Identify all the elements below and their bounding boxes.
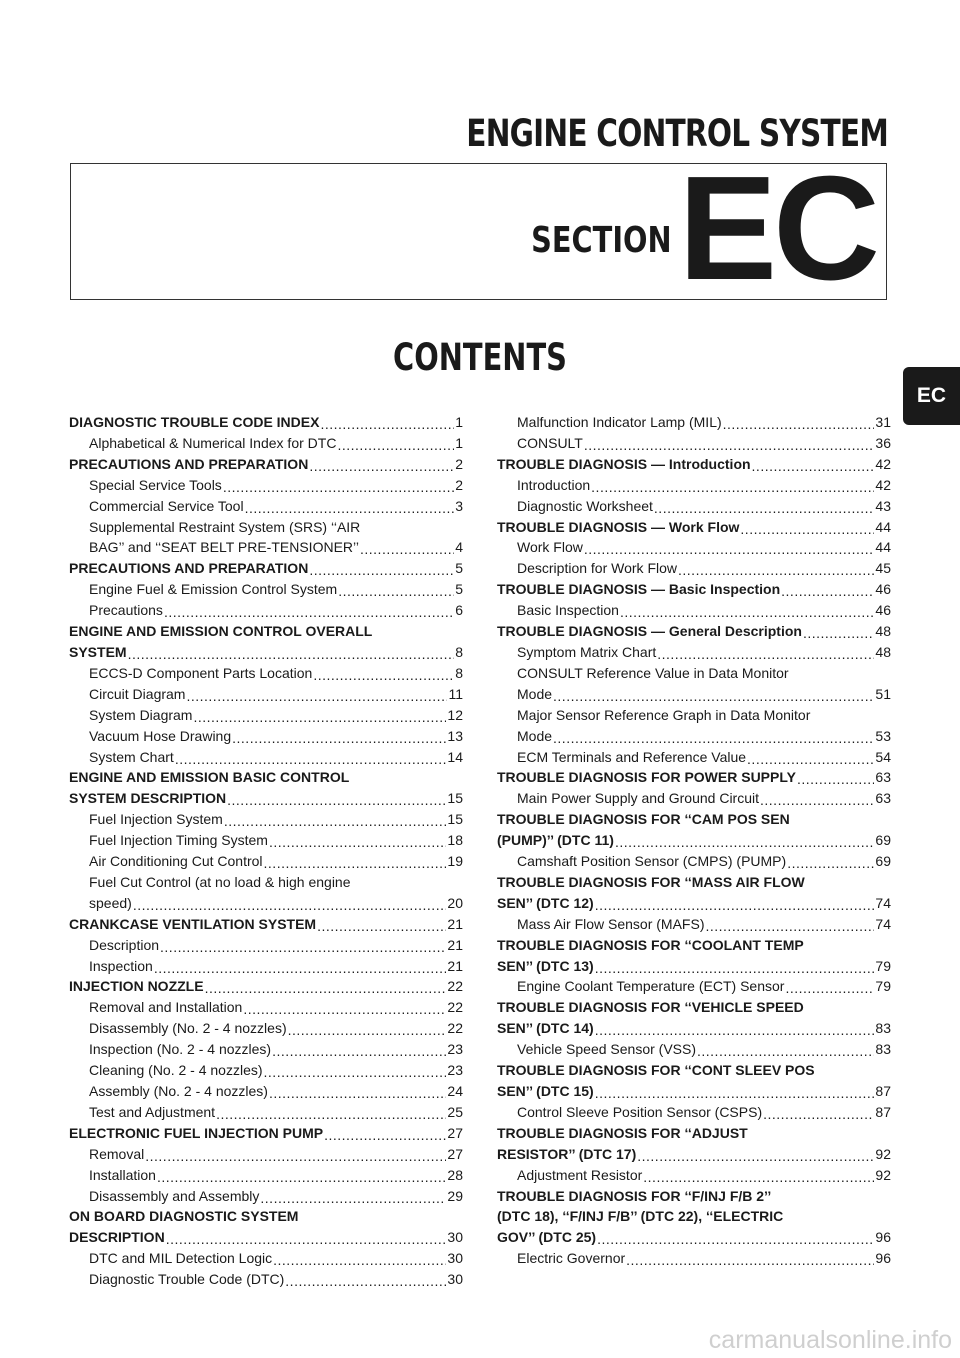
dot-leader [785, 983, 874, 997]
toc-entry-label: Installation [89, 1166, 156, 1183]
toc-entry-label: ECM Terminals and Reference Value [517, 748, 747, 765]
toc-subsection-entry[interactable] [497, 747, 891, 768]
toc-subsection-entry[interactable] [497, 600, 891, 621]
dot-leader [643, 1172, 874, 1186]
toc-entry-label: BAG’’ and ‘‘SEAT BELT PRE-TENSIONER’’ [89, 539, 359, 556]
section-box [70, 146, 887, 311]
toc-entry-label: SEN’’ (DTC 13) [497, 957, 594, 974]
dot-leader [763, 1109, 874, 1123]
toc-subsection-entry[interactable] [69, 684, 463, 705]
toc-entry-label: Removal [89, 1145, 145, 1162]
toc-subsection-entry[interactable] [69, 997, 463, 1018]
dot-leader [595, 1025, 875, 1039]
toc-page-number: 22 [447, 999, 463, 1016]
toc-page-number: 25 [447, 1103, 463, 1120]
dot-leader [553, 691, 874, 705]
dot-leader [595, 1088, 875, 1102]
toc-left-column [69, 412, 463, 1290]
toc-subsection-entry[interactable] [69, 935, 463, 956]
toc-entry-heading-line: ON BOARD DIAGNOSTIC SYSTEM [69, 1208, 299, 1225]
toc-page-number: 2 [455, 455, 463, 472]
dot-leader [803, 628, 874, 642]
toc-section-entry[interactable] [69, 558, 463, 579]
dot-leader [273, 1255, 446, 1269]
toc-page-number: 46 [875, 581, 891, 598]
dot-leader [309, 565, 454, 579]
toc-subsection-entry[interactable] [69, 537, 463, 558]
toc-entry-label: TROUBLE DIAGNOSIS — Basic Inspection [497, 581, 781, 598]
toc-page-number: 15 [447, 790, 463, 807]
toc-entry-label: Engine Fuel & Emission Control System [89, 581, 338, 598]
toc-page-number: 18 [447, 832, 463, 849]
toc-section-entry[interactable] [497, 1144, 891, 1165]
toc-entry-label: Vehicle Speed Sensor (VSS) [517, 1041, 696, 1058]
dot-leader [747, 753, 874, 767]
dot-leader [740, 523, 874, 537]
toc-section-entry[interactable] [497, 830, 891, 851]
section-code: EC [678, 146, 876, 311]
dot-leader [232, 733, 446, 747]
toc-subsection-entry[interactable] [69, 475, 463, 496]
toc-entry-label: Fuel Injection System [89, 811, 223, 828]
toc-section-entry[interactable] [497, 1227, 891, 1248]
toc-subsection-entry[interactable] [69, 663, 463, 684]
dot-leader [243, 1004, 446, 1018]
toc-entry-label: speed) [89, 894, 132, 911]
toc-section-entry[interactable] [69, 788, 463, 809]
toc-page-number: 29 [447, 1187, 463, 1204]
dot-leader [338, 586, 454, 600]
dot-leader [128, 649, 455, 663]
toc-section-entry[interactable] [497, 767, 891, 788]
toc-section-entry[interactable] [69, 412, 463, 433]
toc-section-entry[interactable] [497, 893, 891, 914]
toc-entry-label: Disassembly and Assembly [89, 1187, 260, 1204]
dot-leader [595, 962, 875, 976]
toc-subsection-entry[interactable] [69, 1018, 463, 1039]
toc-subsection-entry[interactable] [69, 433, 463, 454]
toc-page-number: 23 [447, 1062, 463, 1079]
dot-leader [320, 419, 454, 433]
toc-entry-label: GOV’’ (DTC 25) [497, 1229, 597, 1246]
toc-subsection-entry[interactable] [497, 475, 891, 496]
dot-leader [216, 1109, 446, 1123]
toc-subsection-entry[interactable] [69, 830, 463, 851]
toc-entry-label: TROUBLE DIAGNOSIS — General Description [497, 623, 802, 640]
toc-entry-label: RESISTOR’’ (DTC 17) [497, 1145, 637, 1162]
toc-entry-label: INJECTION NOZZLE [69, 978, 204, 995]
toc-section-entry[interactable] [69, 1227, 463, 1248]
toc-entry-heading-line: TROUBLE DIAGNOSIS FOR ‘‘CAM POS SEN [497, 811, 790, 828]
toc-page-number: 6 [455, 602, 463, 619]
dot-leader [654, 503, 875, 517]
dot-leader [615, 837, 874, 851]
toc-entry-label: ECCS-D Component Parts Location [89, 664, 313, 681]
toc-entry-label: Engine Coolant Temperature (ECT) Sensor [517, 978, 785, 995]
toc-page-number: 36 [875, 434, 891, 451]
toc-page-number: 30 [447, 1229, 463, 1246]
dot-leader [584, 440, 875, 454]
toc-page-number: 30 [447, 1271, 463, 1288]
toc-subsection-entry[interactable] [69, 579, 463, 600]
dot-leader [309, 461, 454, 475]
toc-page-number: 5 [455, 581, 463, 598]
toc-page-number: 23 [447, 1041, 463, 1058]
toc-page-number: 87 [875, 1083, 891, 1099]
toc-page-number: 83 [875, 1041, 891, 1058]
toc-entry-heading-line: TROUBLE DIAGNOSIS FOR ‘‘CONT SLEEV POS [497, 1062, 815, 1079]
dot-leader [657, 649, 874, 663]
toc-page-number: 13 [447, 727, 463, 744]
toc-page-number: 21 [447, 915, 463, 932]
toc-entry-label: Introduction [517, 476, 591, 493]
toc-page-number: 45 [875, 560, 891, 577]
toc-entry-heading-line: Major Sensor Reference Graph in Data Monitor [517, 706, 811, 723]
dot-leader [620, 607, 874, 621]
toc-page-number: 42 [875, 455, 891, 472]
toc-entry-label: Description for Work Flow [517, 560, 678, 577]
dot-leader [787, 858, 874, 872]
dot-leader [269, 1088, 446, 1102]
toc-entry-label: System Chart [89, 748, 174, 765]
toc-entry-label: Mass Air Flow Sensor (MAFS) [517, 915, 705, 932]
toc-entry-heading-line: ENGINE AND EMISSION CONTROL OVERALL [69, 623, 373, 640]
toc-page-number: 1 [455, 414, 463, 430]
toc-page-number: 87 [875, 1103, 891, 1120]
dot-leader [175, 753, 447, 767]
dot-leader [705, 921, 874, 935]
toc-subsection-entry[interactable] [497, 726, 891, 747]
toc-page-number: 22 [447, 978, 463, 995]
toc-page-number: 92 [875, 1145, 891, 1162]
toc-subsection-entry[interactable] [69, 956, 463, 977]
watermark: carmanualsonline.info [708, 1326, 952, 1354]
toc-page-number: 3 [455, 497, 463, 514]
document-title: ENGINE CONTROL SYSTEM [466, 112, 888, 155]
toc-subsection-entry[interactable] [497, 976, 891, 997]
toc-page-number: 43 [875, 497, 891, 514]
toc-page-number: 5 [455, 560, 463, 577]
toc-page-number: 30 [447, 1250, 463, 1267]
dot-leader [324, 1130, 446, 1144]
toc-entry-label: Basic Inspection [517, 602, 619, 619]
dot-leader [145, 1151, 446, 1165]
toc-subsection-entry[interactable] [69, 726, 463, 747]
toc-subsection-entry[interactable] [497, 1165, 891, 1186]
dot-leader [591, 482, 874, 496]
toc-subsection-entry[interactable] [497, 496, 891, 517]
toc-section-entry[interactable] [497, 454, 891, 475]
toc-entry-label: Inspection (No. 2 - 4 nozzles) [89, 1041, 272, 1058]
dot-leader [337, 440, 454, 454]
toc-entry-label: Removal and Installation [89, 999, 243, 1016]
toc-entry-label: Cleaning (No. 2 - 4 nozzles) [89, 1062, 263, 1079]
toc-entry-label: Diagnostic Worksheet [517, 497, 653, 514]
toc-page-number: 15 [447, 811, 463, 828]
toc-entry-heading-line: CONSULT Reference Value in Data Monitor [517, 664, 789, 681]
toc-page-number: 69 [875, 832, 891, 849]
toc-page-number: 74 [875, 894, 891, 911]
dot-leader [595, 900, 875, 914]
toc-entry-label: Main Power Supply and Ground Circuit [517, 790, 760, 807]
toc-entry-label: DTC and MIL Detection Logic [89, 1250, 273, 1267]
toc-subsection-entry[interactable] [69, 747, 463, 768]
toc-entry-heading-line: TROUBLE DIAGNOSIS FOR ‘‘MASS AIR FLOW [497, 873, 805, 890]
toc-entry-label: (PUMP)’’ (DTC 11) [497, 832, 614, 849]
dot-leader [797, 774, 874, 788]
dot-leader [160, 942, 446, 956]
toc-section-entry[interactable] [69, 1123, 463, 1144]
toc-entry-label: Work Flow [517, 539, 583, 556]
dot-leader [553, 733, 874, 747]
toc-subsection-entry[interactable] [69, 851, 463, 872]
dot-leader [223, 482, 454, 496]
toc-page-number: 74 [875, 915, 891, 932]
dot-leader [264, 858, 447, 872]
dot-leader [245, 503, 455, 517]
toc-section-entry[interactable] [69, 642, 463, 663]
contents-heading: CONTENTS [393, 336, 567, 379]
toc-entry-label: SEN’’ (DTC 14) [497, 1020, 594, 1037]
toc-page-number: 92 [875, 1166, 891, 1183]
toc-entry-label: Electric Governor [517, 1250, 626, 1267]
toc-subsection-entry[interactable] [69, 496, 463, 517]
toc-page-number: 53 [875, 727, 891, 744]
toc-entry-label: SYSTEM [69, 643, 127, 660]
toc-entry-label: SYSTEM DESCRIPTION [69, 790, 227, 807]
toc-entry-heading-line: Supplemental Restraint System (SRS) ‘‘AIR [89, 518, 361, 535]
toc-subsection-entry[interactable] [69, 809, 463, 830]
toc-page-number: 14 [447, 748, 463, 765]
dot-leader [272, 1046, 446, 1060]
toc-entry-heading-line: TROUBLE DIAGNOSIS FOR ‘‘F/INJ F/B 2’’ [497, 1187, 772, 1204]
dot-leader [205, 983, 447, 997]
dot-leader [584, 544, 875, 558]
toc-page-number: 1 [455, 434, 463, 451]
toc-section-entry[interactable] [497, 517, 891, 538]
toc-entry-heading-line: TROUBLE DIAGNOSIS FOR ‘‘VEHICLE SPEED [497, 999, 804, 1016]
toc-entry-label: Disassembly (No. 2 - 4 nozzles) [89, 1020, 287, 1037]
toc-entry-label: PRECAUTIONS AND PREPARATION [69, 455, 309, 472]
toc-entry-label: TROUBLE DIAGNOSIS — Introduction [497, 455, 751, 472]
toc-right-column [497, 412, 891, 1269]
toc-subsection-entry[interactable] [69, 1039, 463, 1060]
toc-page-number: 63 [875, 790, 891, 807]
toc-subsection-entry[interactable] [69, 1060, 463, 1081]
dot-leader [154, 962, 447, 976]
dot-leader [317, 921, 446, 935]
toc-entry-heading-line: TROUBLE DIAGNOSIS FOR ‘‘COOLANT TEMP [497, 936, 804, 953]
dot-leader [313, 670, 454, 684]
toc-page-number: 22 [447, 1020, 463, 1037]
toc-page-number: 2 [455, 476, 463, 493]
dot-leader [260, 1192, 446, 1206]
toc-subsection-entry[interactable] [497, 537, 891, 558]
toc-entry-label: Vacuum Hose Drawing [89, 727, 232, 744]
dot-leader [752, 461, 875, 475]
toc-section-entry[interactable] [497, 621, 891, 642]
dot-leader [360, 544, 454, 558]
toc-section-entry[interactable] [69, 454, 463, 475]
toc-section-entry[interactable] [497, 579, 891, 600]
dot-leader [781, 586, 874, 600]
toc-entry-heading-line: TROUBLE DIAGNOSIS FOR ‘‘ADJUST [497, 1124, 748, 1141]
toc-entry-label: Mode [517, 685, 553, 702]
toc-entry-heading-line: (DTC 18), ‘‘F/INJ F/B’’ (DTC 22), ‘‘ELECTRIC [497, 1208, 784, 1225]
dot-leader [264, 1067, 447, 1081]
toc-subsection-entry[interactable] [69, 1248, 463, 1269]
dot-leader [164, 607, 454, 621]
toc-entry-label: Assembly (No. 2 - 4 nozzles) [89, 1083, 268, 1099]
dot-leader [224, 816, 447, 830]
dot-leader [637, 1151, 874, 1165]
toc-entry-label: TROUBLE DIAGNOSIS — Work Flow [497, 518, 740, 535]
toc-page-number: 63 [875, 769, 891, 786]
dot-leader [166, 1234, 447, 1248]
toc-subsection-entry[interactable] [497, 1248, 891, 1269]
toc-subsection-entry[interactable] [497, 851, 891, 872]
toc-entry-heading-line: ENGINE AND EMISSION BASIC CONTROL [69, 769, 350, 786]
toc-entry-label: Diagnostic Trouble Code (DTC) [89, 1271, 285, 1288]
toc-entry-label: Mode [517, 727, 553, 744]
toc-page-number: 4 [455, 539, 463, 556]
toc-entry-label: Commercial Service Tool [89, 497, 244, 514]
dot-leader [760, 795, 874, 809]
toc-entry-label: Control Sleeve Position Sensor (CSPS) [517, 1103, 763, 1120]
toc-page-number: 27 [447, 1124, 463, 1141]
dot-leader [288, 1025, 447, 1039]
toc-page-number: 8 [455, 643, 463, 660]
toc-page-number: 12 [447, 706, 463, 723]
toc-page-number: 8 [455, 664, 463, 681]
toc-page-number: 69 [875, 853, 891, 870]
toc-entry-heading-line: Fuel Cut Control (at no load & high engine [89, 873, 351, 890]
toc-page-number: 83 [875, 1020, 891, 1037]
toc-subsection-entry[interactable] [497, 642, 891, 663]
toc-entry-label: Air Conditioning Cut Control [89, 853, 263, 870]
toc-subsection-entry[interactable] [69, 1165, 463, 1186]
toc-entry-label: DESCRIPTION [69, 1229, 165, 1246]
toc-page-number: 79 [875, 957, 891, 974]
toc-page-number: 51 [875, 685, 891, 702]
toc-page-number: 96 [875, 1229, 891, 1246]
toc-page-number: 28 [447, 1166, 463, 1183]
toc-page-number: 27 [447, 1145, 463, 1162]
toc-subsection-entry[interactable] [69, 705, 463, 726]
toc-subsection-entry[interactable] [497, 558, 891, 579]
dot-leader [678, 565, 874, 579]
toc-page-number: 21 [447, 957, 463, 974]
toc-subsection-entry[interactable] [497, 684, 891, 705]
toc-page-number: 44 [875, 539, 891, 556]
toc-page-number: 19 [447, 853, 463, 870]
toc-subsection-entry[interactable] [69, 1269, 463, 1290]
toc-entry-label: System Diagram [89, 706, 193, 723]
toc-entry-label: Special Service Tools [89, 476, 222, 493]
toc-entry-label: Inspection [89, 957, 153, 974]
section-tab[interactable]: EC [903, 367, 960, 425]
toc-page-number: 24 [447, 1083, 463, 1099]
toc-section-entry[interactable] [69, 914, 463, 935]
toc-subsection-entry[interactable] [497, 1039, 891, 1060]
toc-page-number: 11 [448, 685, 463, 702]
toc-entry-label: CONSULT [517, 434, 583, 451]
toc-page-number: 96 [875, 1250, 891, 1267]
toc-section-entry[interactable] [497, 956, 891, 977]
toc-entry-label: Alphabetical & Numerical Index for DTC [89, 434, 337, 451]
toc-page-number: 44 [875, 518, 891, 535]
toc-subsection-entry[interactable] [497, 412, 891, 433]
toc-subsection-entry[interactable] [69, 1102, 463, 1123]
toc-entry-label: SEN’’ (DTC 12) [497, 894, 594, 911]
toc-section-entry[interactable] [69, 976, 463, 997]
toc-page-number: 54 [875, 748, 891, 765]
toc-subsection-entry[interactable] [497, 1102, 891, 1123]
toc-page-number: 42 [875, 476, 891, 493]
toc-entry-label: SEN’’ (DTC 15) [497, 1083, 594, 1099]
toc-subsection-entry[interactable] [69, 893, 463, 914]
toc-entry-label: TROUBLE DIAGNOSIS FOR POWER SUPPLY [497, 769, 796, 786]
toc-entry-label: Fuel Injection Timing System [89, 832, 268, 849]
toc-entry-label: Circuit Diagram [89, 685, 186, 702]
dot-leader [597, 1234, 874, 1248]
toc-subsection-entry[interactable] [69, 1144, 463, 1165]
toc-entry-label: Camshaft Position Sensor (CMPS) (PUMP) [517, 853, 787, 870]
toc-page-number: 48 [875, 643, 891, 660]
toc-entry-label: Symptom Matrix Chart [517, 643, 657, 660]
toc-subsection-entry[interactable] [497, 914, 891, 935]
toc-page-number: 48 [875, 623, 891, 640]
toc-subsection-entry[interactable] [69, 600, 463, 621]
dot-leader [133, 900, 447, 914]
dot-leader [269, 837, 446, 851]
toc-page-number: 21 [447, 936, 463, 953]
toc-entry-label: Test and Adjustment [89, 1103, 216, 1120]
toc-page-number: 79 [875, 978, 891, 995]
dot-leader [157, 1172, 446, 1186]
dot-leader [626, 1255, 874, 1269]
toc-subsection-entry[interactable] [497, 788, 891, 809]
toc-entry-label: PRECAUTIONS AND PREPARATION [69, 560, 309, 577]
toc-page-number: 20 [447, 894, 463, 911]
dot-leader [186, 691, 447, 705]
toc-entry-label: Description [89, 936, 160, 953]
dot-leader [193, 712, 446, 726]
toc-entry-label: ELECTRONIC FUEL INJECTION PUMP [69, 1124, 324, 1141]
toc-entry-label: Malfunction Indicator Lamp (MIL) [517, 414, 722, 430]
toc-subsection-entry[interactable] [69, 1186, 463, 1207]
dot-leader [697, 1046, 874, 1060]
toc-page-number: 46 [875, 602, 891, 619]
dot-leader [723, 419, 875, 433]
dot-leader [285, 1276, 446, 1290]
toc-entry-label: CRANKCASE VENTILATION SYSTEM [69, 915, 317, 932]
toc-entry-label: DIAGNOSTIC TROUBLE CODE INDEX [69, 414, 320, 430]
dot-leader [227, 795, 446, 809]
toc-entry-label: Adjustment Resistor [517, 1166, 643, 1183]
section-label: SECTION [531, 220, 672, 261]
toc-entry-label: Precautions [89, 602, 163, 619]
toc-page-number: 31 [875, 414, 891, 430]
toc-section-entry[interactable] [497, 1018, 891, 1039]
toc-section-entry[interactable] [497, 1081, 891, 1102]
toc-subsection-entry[interactable] [497, 433, 891, 454]
toc-subsection-entry[interactable] [69, 1081, 463, 1102]
